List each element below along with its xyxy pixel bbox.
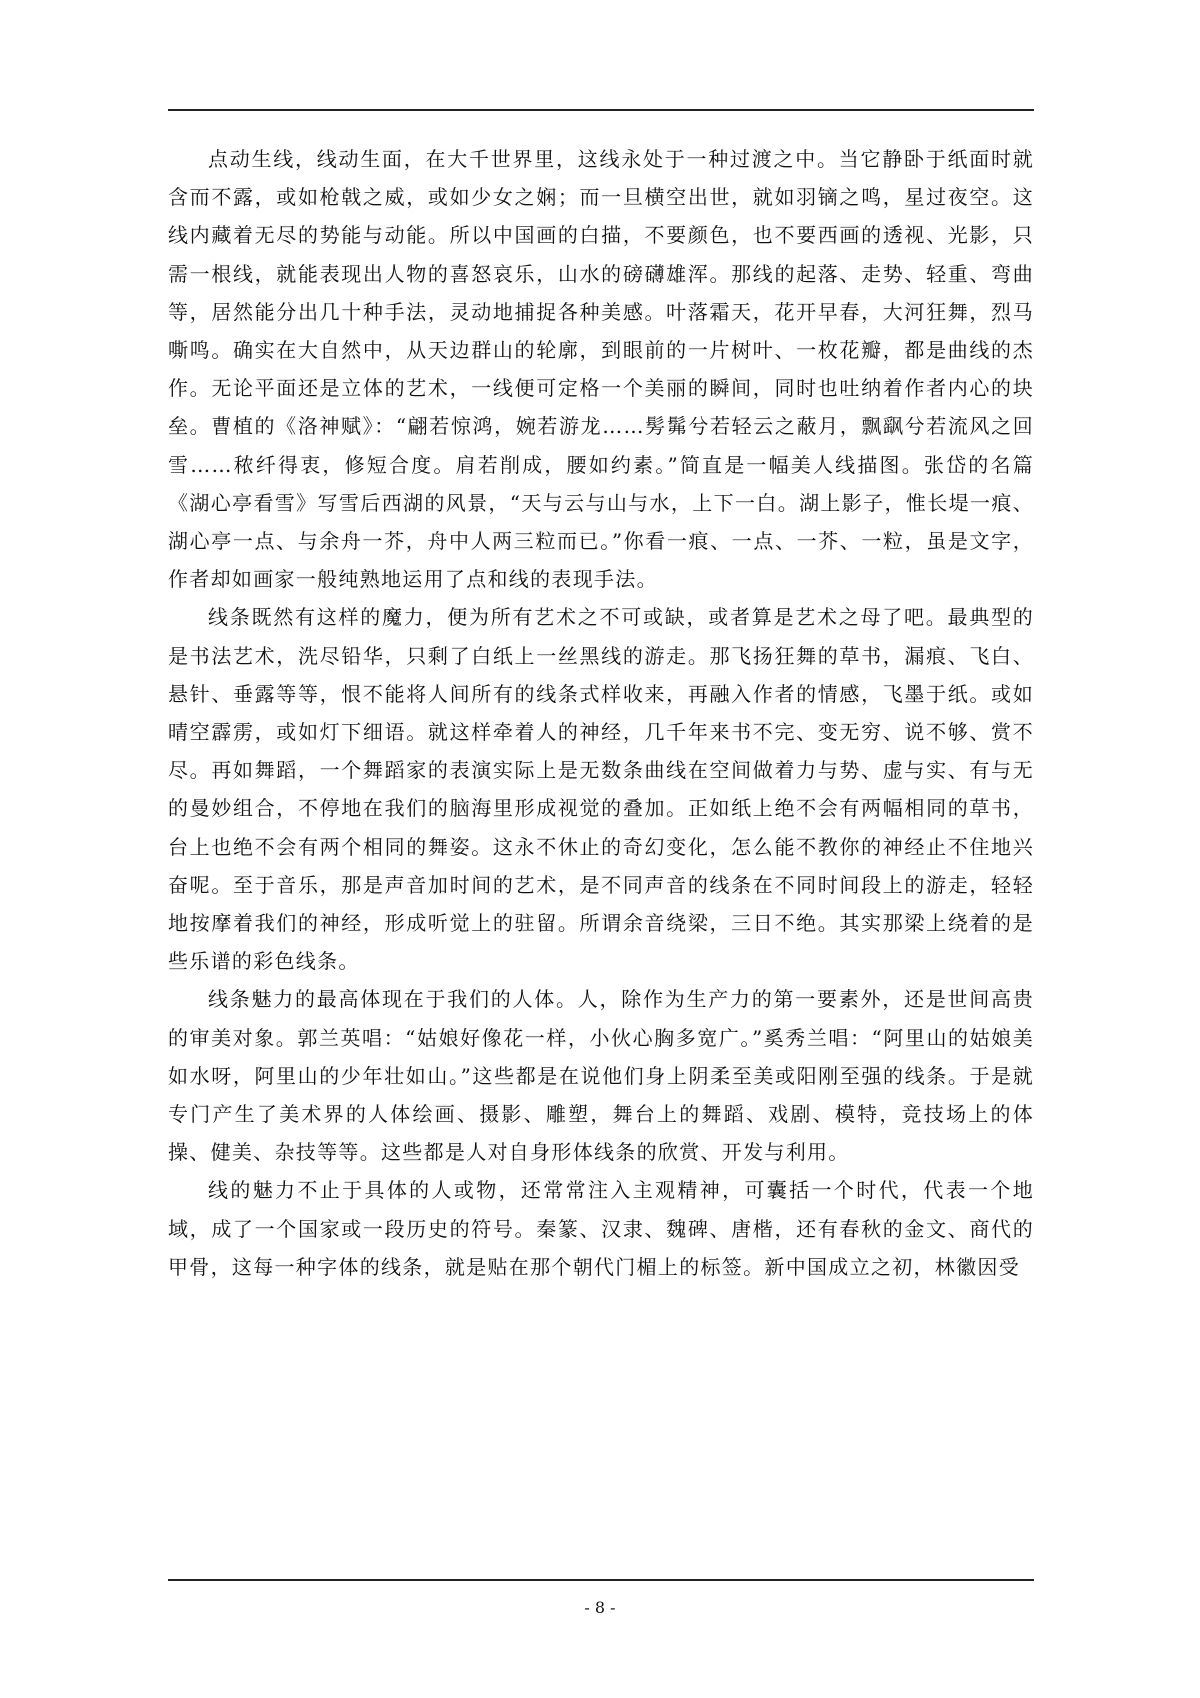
paragraph-4: 线的魅力不止于具体的人或物，还常常注入主观精神，可囊括一个时代，代表一个地域，成了一个国家或一段历史的符号。秦篆、汉隶、魏碑、唐楷，还有春秋的金文、商代的甲骨，这每一种字体的线条，就是贴在那个朝代门楣上的标签。新中国成立之初，林徽因受 bbox=[168, 1178, 1034, 1279]
paragraph-2: 线条既然有这样的魔力，便为所有艺术之不可或缺，或者算是艺术之母了吧。最典型的是书法艺术，洗尽铅华，只剩了白纸上一丝黑线的游走。那飞扬狂舞的草书，漏痕、飞白、悬针、垂露等等，恨不能将人间所有的线条式样收来，再融入作者的情感，飞墨于纸。或如晴空霹雳，或如灯下细语。就这样牵着人的神经，几千年来书不完、变无穷、说不够、赏不尽。再如舞蹈，一个舞蹈家的表演实际上是无数条曲线在空间做着力与势、虚与实、有与无的曼妙组合，不停地在我们的脑海里形成视觉的叠加。正如纸上绝不会有两幅相同的草书，台上也绝不会有两个相同的舞姿。这永不休止的奇幻变化，怎么能不教你的神经止不住地兴奋呢。至于音乐，那是声音加时间的艺术，是不同声音的线条在不同时间段上的游走，轻轻地按摩着我们的神经，形成听觉上的驻留。所谓余音绕梁，三日不绝。其实那梁上绕着的是些乐谱的彩色线条。 bbox=[168, 605, 1034, 974]
paragraph-3: 线条魅力的最高体现在于我们的人体。人，除作为生产力的第一要素外，还是世间高贵的审美对象。郭兰英唱：“姑娘好像花一样，小伙心胸多宽广。”奚秀兰唱：“阿里山的姑娘美如水呀，阿里山的少年壮如山。”这些都是在说他们身上阴柔至美或阳刚至强的线条。于是就专门产生了美术界的人体绘画、摄影、雕塑，舞台上的舞蹈、戏剧、模特，竞技场上的体操、健美、杂技等等。这些都是人对自身形体线条的欣赏、开发与利用。 bbox=[168, 987, 1034, 1165]
body-text bbox=[168, 140, 1034, 1286]
footer-rule bbox=[168, 1579, 1034, 1581]
paragraph-1: 点动生线，线动生面，在大千世界里，这线永处于一种过渡之中。当它静卧于纸面时就含而不露，或如枪戟之威，或如少女之娴；而一旦横空出世，就如羽镝之鸣，星过夜空。这线内藏着无尽的势能与动能。所以中国画的白描，不要颜色，也不要西画的透视、光影，只需一根线，就能表现出人物的喜怒哀乐，山水的磅礴雄浑。那线的起落、走势、轻重、弯曲等，居然能分出几十种手法，灵动地捕捉各种美感。叶落霜天，花开早春，大河狂舞，烈马嘶鸣。确实在大自然中，从天边群山的轮廓，到眼前的一片树叶、一枚花瓣，都是曲线的杰作。无论平面还是立体的艺术，一线便可定格一个美丽的瞬间，同时也吐纳着作者内心的块垒。曹植的《洛神赋》：“翩若惊鸿，婉若游龙……髣髴兮若轻云之蔽月，飘飖兮若流风之回雪……秾纤得衷，修短合度。肩若削成，腰如约素。”简直是一幅美人线描图。张岱的名篇《湖心亭看雪》写雪后西湖的风景，“天与云与山与水，上下一白。湖上影子，惟长堤一痕、湖心亭一点、与余舟一芥，舟中人两三粒而已。”你看一痕、一点、一芥、一粒，虽是文字，作者却如画家一般纯熟地运用了点和线的表现手法。 bbox=[168, 147, 1034, 592]
page-number: - 8 - bbox=[584, 1598, 616, 1617]
header-rule bbox=[168, 109, 1034, 111]
